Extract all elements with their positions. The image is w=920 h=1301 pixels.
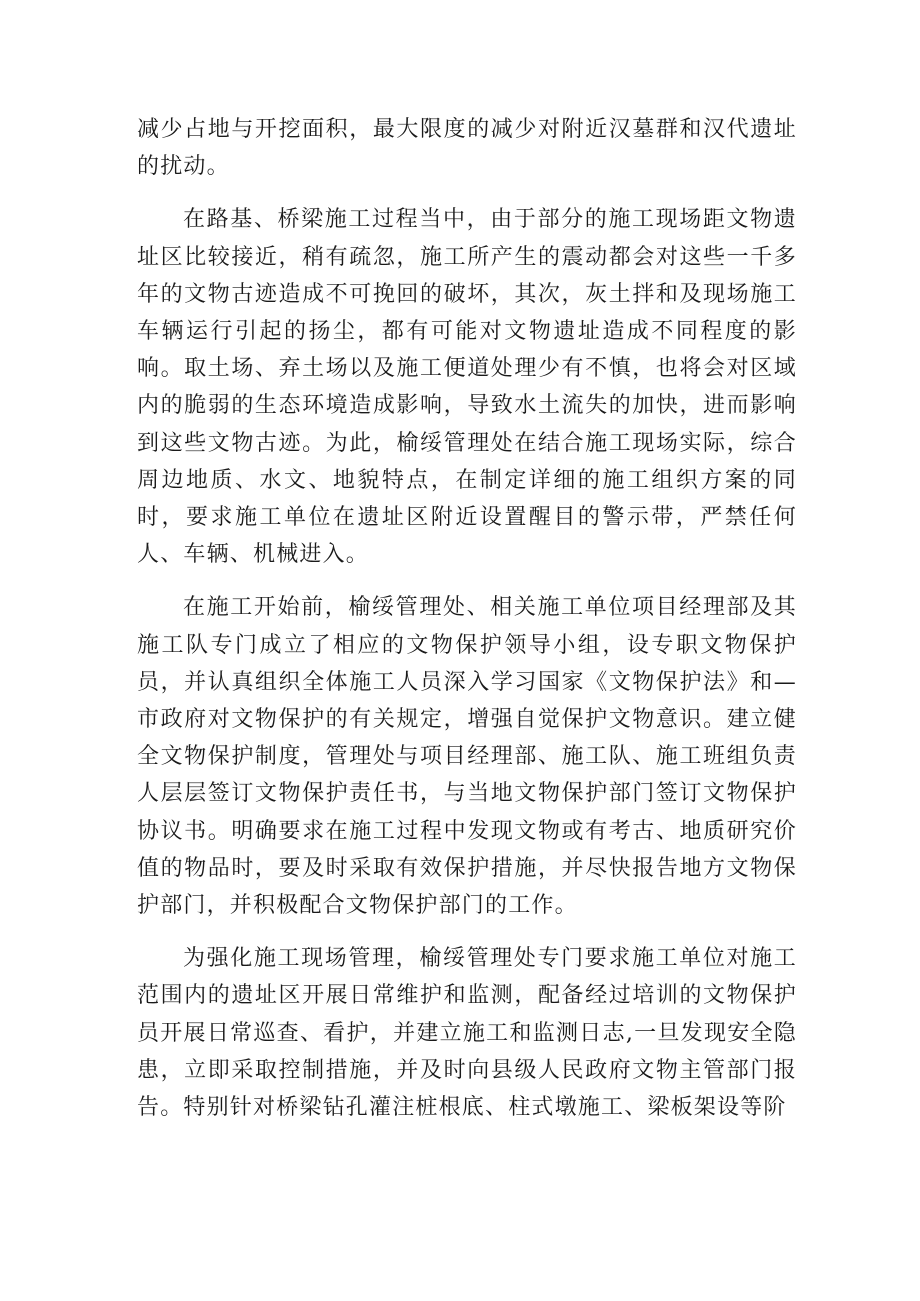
paragraph-2: 在路基、桥梁施工过程当中，由于部分的施工现场距文物遗址区比较接近，稍有疏忽，施工所产生的震动都会对这些一千多年的文物古迹造成不可挽回的破坏，其次，灰土拌和及现场施工车辆运行引起的扬尘，都有可能对文物遗址造成不同程度的影响。取土场、弃土场以及施工便道处理少有不慎，也将会对区域内的脆弱的生态环境造成影响，导致水土流失的加快，进而影响到这些文物古迹。为此，榆绥管理处在结合施工现场实际，综合周边地质、水文、地貌特点，在制定详细的施工组织方案的同时，要求施工单位在遗址区附近设置醒目的警示带，严禁任何人、车辆、机械进入。 bbox=[137, 207, 797, 568]
paragraph-1: 减少占地与开挖面积，最大限度的减少对附近汉墓群和汉代遗址的扰动。 bbox=[137, 117, 797, 180]
paragraph-4: 为强化施工现场管理，榆绥管理处专门要求施工单位对施工范围内的遗址区开展日常维护和监测，配备经过培训的文物保护员开展日常巡查、看护，并建立施工和监测日志,一旦发现安全隐患，立即采取控制措施，并及时向县级人民政府文物主管部门报告。特别针对桥梁钻孔灌注桩根底、柱式墩施工、梁板架设等阶 bbox=[137, 946, 797, 1121]
document-page bbox=[137, 111, 797, 1142]
paragraph-3: 在施工开始前，榆绥管理处、相关施工单位项目经理部及其施工队专门成立了相应的文物保护领导小组，设专职文物保护员，并认真组织全体施工人员深入学习国家《文物保护法》和—市政府对文物保护的有关规定，增强自觉保护文物意识。建立健全文物保护制度，管理处与项目经理部、施工队、施工班组负责人层层签订文物保护责任书，与当地文物保护部门签订文物保护协议书。明确要求在施工过程中发现文物或有考古、地质研究价值的物品时，要及时采取有效保护措施，并尽快报告地方文物保护部门，并积极配合文物保护部门的工作。 bbox=[137, 595, 797, 919]
